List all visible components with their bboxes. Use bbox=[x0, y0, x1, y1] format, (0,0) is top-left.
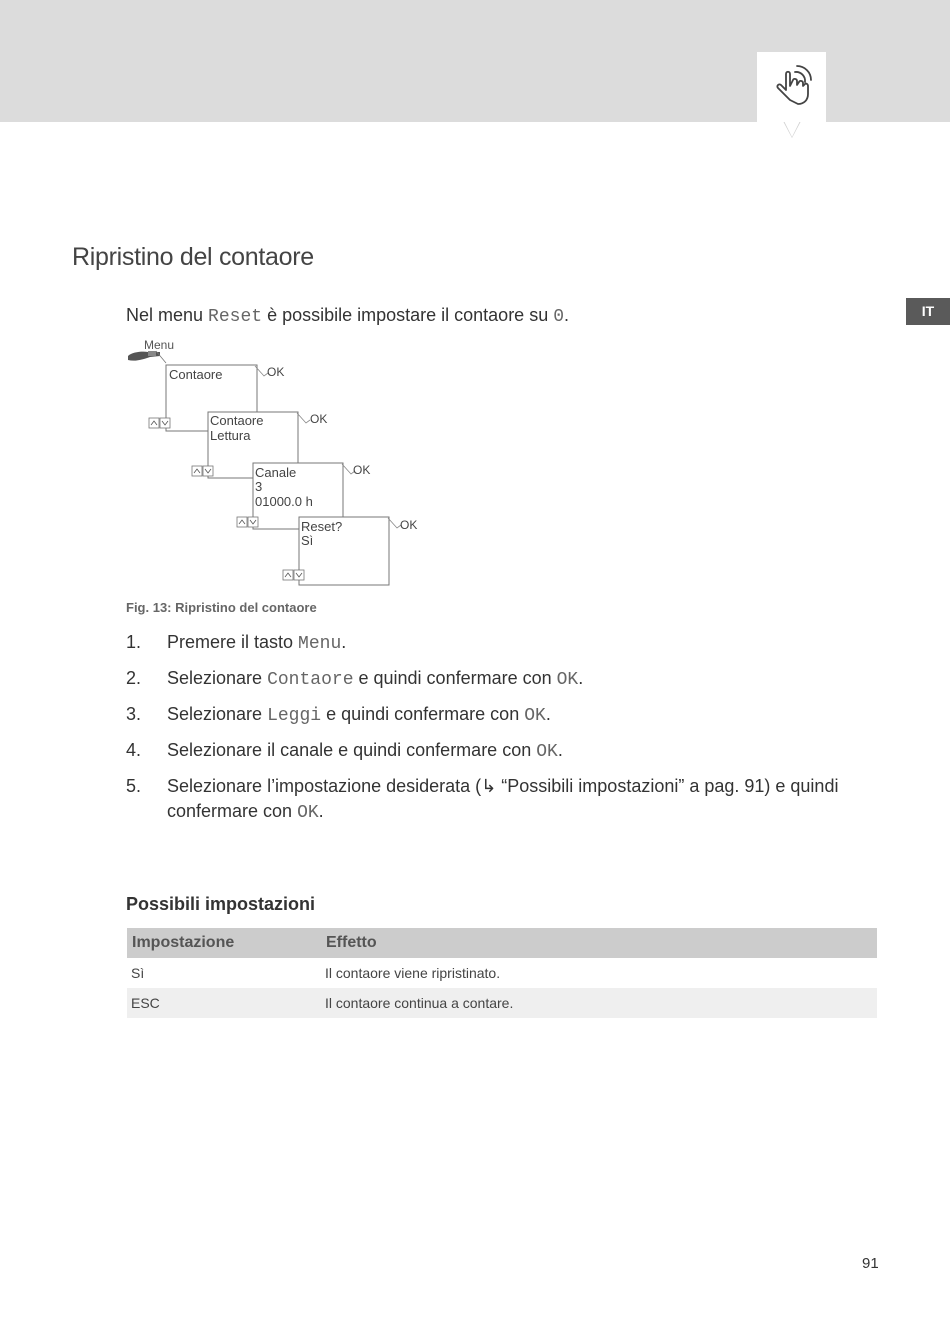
step-number: 1. bbox=[126, 632, 142, 652]
step-text: Selezionare l’impostazione desiderata ( bbox=[167, 776, 482, 796]
list-item bbox=[126, 666, 886, 693]
step-text: . bbox=[578, 668, 584, 688]
lcd-screen-1-ok: OK bbox=[267, 365, 285, 379]
intro-text: Nel menu bbox=[126, 305, 209, 325]
step-code: OK bbox=[556, 670, 579, 690]
menu-label: Menu bbox=[144, 338, 175, 352]
settings-table bbox=[127, 928, 877, 1018]
lcd-screen-2-line-1: Contaore bbox=[210, 413, 264, 428]
list-item bbox=[126, 738, 886, 765]
step-text: Premere il tasto bbox=[167, 632, 299, 652]
list-item bbox=[126, 702, 886, 729]
section-title: Possibili impostazioni bbox=[126, 894, 316, 914]
step-number: 2. bbox=[126, 668, 142, 688]
step-text: e quindi confermare con bbox=[321, 704, 525, 724]
lcd-screen-2-ok: OK bbox=[310, 412, 328, 426]
page-number: 91 bbox=[862, 1255, 879, 1272]
step-text: Selezionare bbox=[167, 704, 268, 724]
arrow-keys-3 bbox=[237, 517, 258, 527]
lcd-screen-2-line-2: Lettura bbox=[210, 428, 251, 443]
lcd-screen-3-line-3: 01000.0 h bbox=[255, 494, 313, 509]
step-text: . bbox=[557, 740, 563, 760]
step-code: Menu bbox=[298, 634, 342, 654]
step-code: OK bbox=[524, 706, 546, 726]
pointing-hand-icon bbox=[128, 351, 160, 361]
lcd-screen-1-line-1: Contaore bbox=[169, 367, 223, 382]
lcd-screen-3-ok: OK bbox=[353, 463, 371, 477]
step-code: Contaore bbox=[267, 670, 354, 690]
menu-flow-diagram bbox=[120, 334, 440, 596]
intro-code-reset: Reset bbox=[208, 307, 263, 327]
step-text: Selezionare bbox=[167, 668, 268, 688]
touch-tab-pointer bbox=[784, 121, 800, 137]
column-header-setting: Impostazione bbox=[127, 928, 321, 958]
steps-list bbox=[126, 630, 886, 835]
step-text: Selezionare il canale e quindi confermare con bbox=[167, 740, 537, 760]
page-title: Ripristino del contaore bbox=[72, 243, 314, 271]
step-number: 3. bbox=[126, 704, 142, 724]
language-tab: IT bbox=[906, 298, 950, 325]
touch-hand-icon bbox=[770, 62, 814, 112]
arrow-keys-4 bbox=[283, 570, 304, 580]
step-text: . bbox=[341, 632, 347, 652]
step-code: OK bbox=[297, 803, 319, 823]
table-header-row bbox=[127, 928, 877, 958]
arrow-keys-1 bbox=[149, 418, 170, 428]
step-number: 4. bbox=[126, 740, 142, 760]
table-cell: ESC bbox=[127, 988, 321, 1018]
figure-caption: Fig. 13: Ripristino del contaore bbox=[126, 600, 317, 615]
step-text: “Possibili impostazioni” a pag. 91) e quindi confermare con bbox=[167, 776, 839, 821]
table-cell: Sì bbox=[131, 965, 145, 981]
step-text: . bbox=[545, 704, 551, 724]
step-text: e quindi confermare con bbox=[353, 668, 557, 688]
intro-text-2: è possibile impostare il contaore su bbox=[262, 305, 554, 325]
intro-value: 0 bbox=[553, 307, 565, 327]
table-cell: Il contaore viene ripristinato. bbox=[325, 965, 501, 981]
step-code: OK bbox=[536, 742, 558, 762]
lcd-screen-3-line-2: 3 bbox=[255, 479, 263, 494]
step-text: . bbox=[318, 801, 324, 821]
arrow-keys-2 bbox=[192, 466, 213, 476]
lcd-screen-4-line-1: Reset? bbox=[301, 519, 343, 534]
step-number: 5. bbox=[126, 776, 142, 796]
lcd-screen-4-line-2: Sì bbox=[301, 533, 314, 548]
lcd-screen-4-ok: OK bbox=[400, 518, 418, 532]
cross-reference-icon: ↳ bbox=[481, 776, 502, 796]
intro-paragraph bbox=[126, 305, 569, 327]
list-item bbox=[126, 774, 886, 826]
list-item bbox=[126, 630, 886, 657]
table-cell: Il contaore continua a contare. bbox=[321, 988, 877, 1018]
intro-end: . bbox=[564, 305, 570, 325]
step-code: Leggi bbox=[267, 706, 322, 726]
lcd-screen-3-line-1: Canale bbox=[255, 465, 297, 480]
table-row bbox=[127, 988, 877, 1018]
table-row bbox=[127, 958, 877, 988]
column-header-effect: Effetto bbox=[321, 928, 877, 958]
